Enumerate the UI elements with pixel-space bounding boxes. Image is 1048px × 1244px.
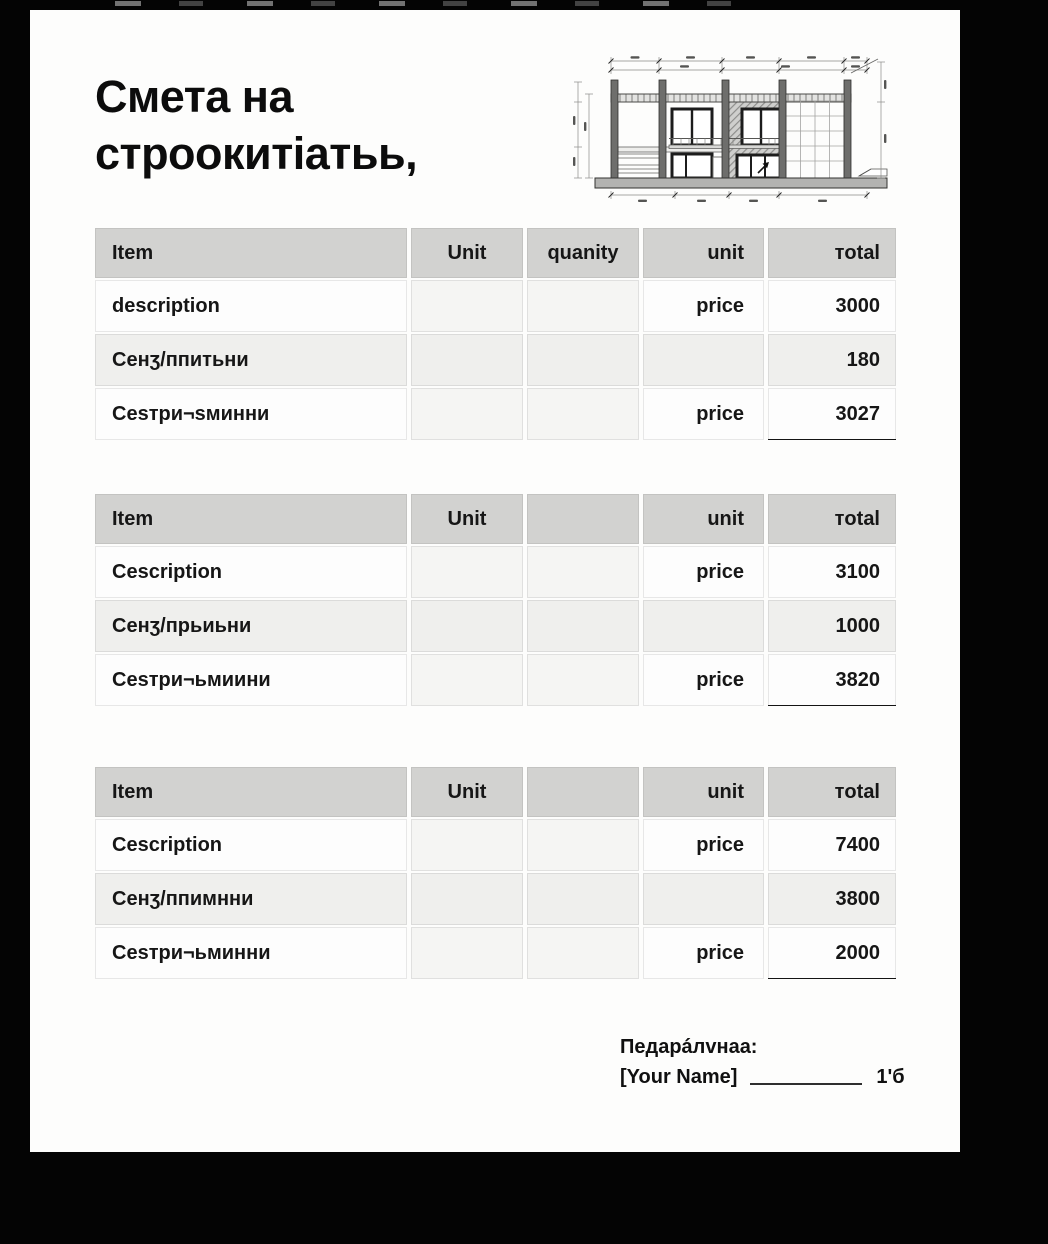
cell-total: 3000 xyxy=(768,280,896,332)
cell-unit xyxy=(411,819,523,871)
header-unit: Unit xyxy=(411,228,523,278)
cell-item: Сеsтри¬ьмиини xyxy=(95,654,407,706)
header-total: тotal xyxy=(768,494,896,544)
table-row xyxy=(95,546,896,598)
cell-total-final: 3820 xyxy=(768,654,896,706)
table-row xyxy=(95,280,896,332)
table-row xyxy=(95,600,896,652)
cell-unit-price: price xyxy=(643,819,764,871)
cell-item: Сеsтри¬ѕминни xyxy=(95,388,407,440)
cell-unit xyxy=(411,388,523,440)
header-unit-price: unit xyxy=(643,767,764,817)
cell-quantity xyxy=(527,927,639,979)
cell-unit xyxy=(411,927,523,979)
header-quantity: quanity xyxy=(527,228,639,278)
signature-block xyxy=(620,1036,905,1089)
cell-unit-price xyxy=(643,600,764,652)
cell-unit-price: price xyxy=(643,388,764,440)
cell-item: description xyxy=(95,280,407,332)
cell-item: Сенʒ/ппимнни xyxy=(95,873,407,925)
cell-quantity xyxy=(527,334,639,386)
cell-quantity xyxy=(527,600,639,652)
cell-unit-price xyxy=(643,873,764,925)
cell-quantity xyxy=(527,546,639,598)
table-row xyxy=(95,819,896,871)
cell-quantity xyxy=(527,388,639,440)
estimate-table-1 xyxy=(95,228,896,442)
building-elevation-drawing xyxy=(565,54,900,206)
table-row xyxy=(95,334,896,386)
cell-unit-price: price xyxy=(643,280,764,332)
header-total: тotal xyxy=(768,228,896,278)
cell-unit xyxy=(411,873,523,925)
cell-unit xyxy=(411,654,523,706)
signature-value: 1'б xyxy=(876,1066,905,1088)
page-title xyxy=(95,68,417,182)
estimate-table-3 xyxy=(95,767,896,981)
header-item: Item xyxy=(95,228,407,278)
table-header-row xyxy=(95,494,896,544)
signature-label: Педарáлvнаа: xyxy=(620,1036,758,1058)
header-item: Item xyxy=(95,767,407,817)
header-total: тotal xyxy=(768,767,896,817)
cell-unit xyxy=(411,546,523,598)
cell-unit xyxy=(411,600,523,652)
header-unit-price: unit xyxy=(643,494,764,544)
document-page xyxy=(30,10,960,1152)
cell-total: 3800 xyxy=(768,873,896,925)
cell-unit-price xyxy=(643,334,764,386)
table-row xyxy=(95,873,896,925)
cell-item: Cescription xyxy=(95,819,407,871)
cell-quantity xyxy=(527,280,639,332)
cell-quantity xyxy=(527,873,639,925)
table-header-row xyxy=(95,228,896,278)
title-line-2: строокитіатьь, xyxy=(95,128,418,179)
cell-total-final: 3027 xyxy=(768,388,896,440)
header-item: Item xyxy=(95,494,407,544)
table-header-row xyxy=(95,767,896,817)
cell-unit xyxy=(411,334,523,386)
signature-line-row xyxy=(620,1066,905,1089)
header-quantity xyxy=(527,494,639,544)
scan-artifact-marks xyxy=(115,1,765,6)
header-unit: Unit xyxy=(411,767,523,817)
signature-name-placeholder: [Your Name] xyxy=(620,1066,738,1088)
table-row xyxy=(95,654,896,706)
cell-total: 180 xyxy=(768,334,896,386)
cell-quantity xyxy=(527,654,639,706)
cell-total: 1000 xyxy=(768,600,896,652)
header-quantity xyxy=(527,767,639,817)
cell-item: Cescription xyxy=(95,546,407,598)
cell-item: Сенʒ/прьиьни xyxy=(95,600,407,652)
cell-unit-price: price xyxy=(643,546,764,598)
cell-total: 7400 xyxy=(768,819,896,871)
signature-line xyxy=(750,1083,862,1086)
header-unit: Unit xyxy=(411,494,523,544)
cell-unit xyxy=(411,280,523,332)
table-row xyxy=(95,388,896,440)
table-row xyxy=(95,927,896,979)
cell-item: Сенʒ/ппитьни xyxy=(95,334,407,386)
cell-quantity xyxy=(527,819,639,871)
cell-total: 3100 xyxy=(768,546,896,598)
estimate-table-2 xyxy=(95,494,896,708)
cell-unit-price: price xyxy=(643,654,764,706)
cell-total-final: 2000 xyxy=(768,927,896,979)
cell-unit-price: price xyxy=(643,927,764,979)
header-unit-price: unit xyxy=(643,228,764,278)
cell-item: Сеsтри¬ьминни xyxy=(95,927,407,979)
title-line-1: Смета на xyxy=(95,71,293,122)
